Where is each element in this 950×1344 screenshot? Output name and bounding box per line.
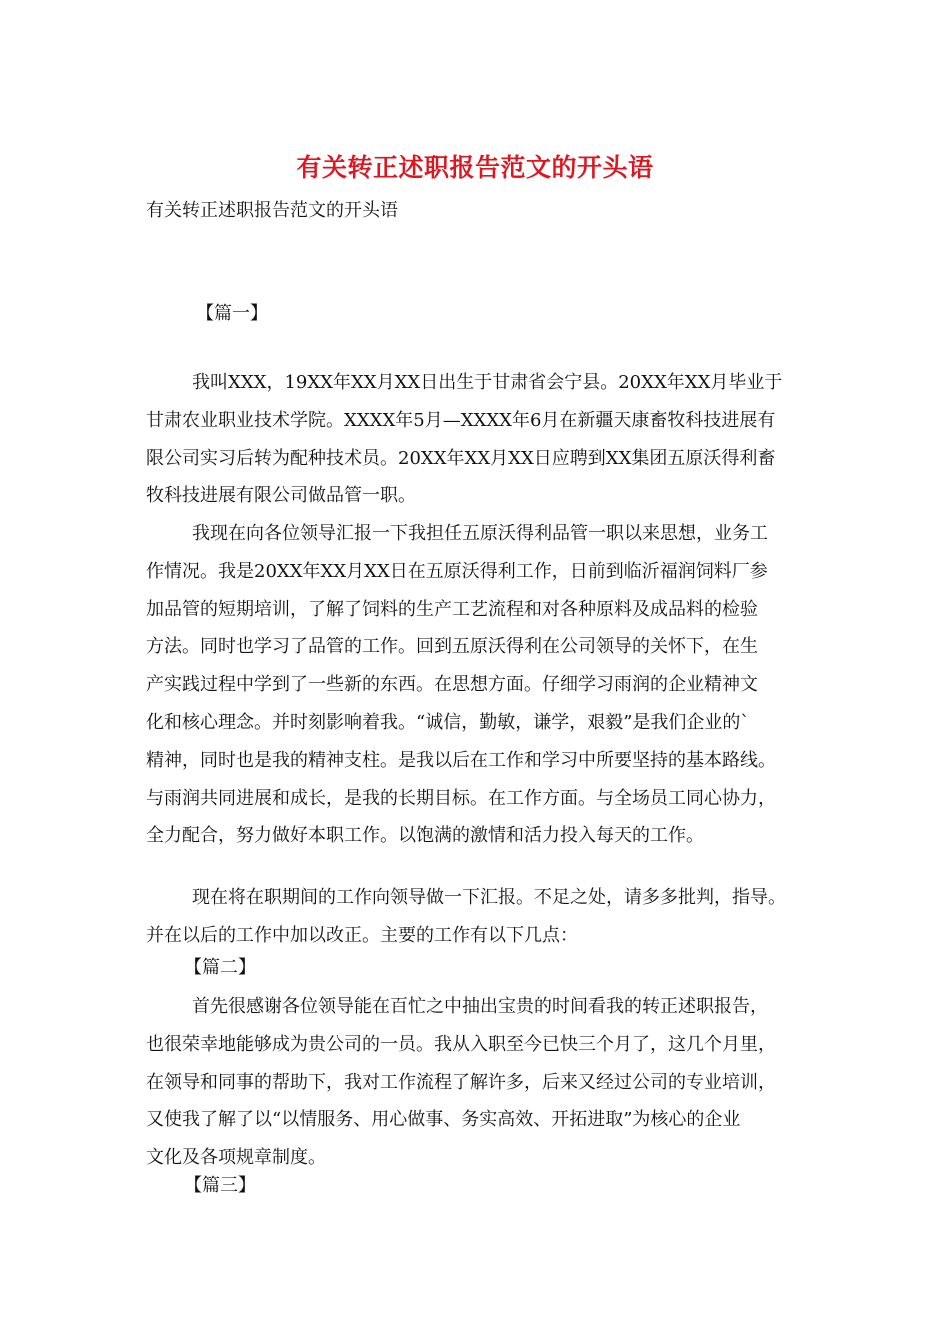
section-1-paragraph-2: [146, 515, 826, 855]
text-line: 文化及各项规章制度。: [146, 1147, 326, 1169]
document-subtitle: 有关转正述职报告范文的开头语: [146, 200, 398, 221]
text-line: 我现在向各位领导汇报一下我担任五原沃得利品管一职以来思想，业务工: [192, 523, 768, 544]
text-line: 方法。同时也学习了品管的工作。回到五原沃得利在公司领导的关怀下，在生: [146, 636, 758, 658]
section-1-paragraph-3: [146, 879, 826, 955]
text-line: 加品管的短期培训，了解了饲料的生产工艺流程和对各种原料及成品料的检验: [146, 598, 758, 620]
text-line: 牧科技进展有限公司做品管一职。: [146, 485, 416, 507]
text-line: 产实践过程中学到了一些新的东西。在思想方面。仔细学习雨润的企业精神文: [146, 674, 758, 696]
text-line: 在领导和同事的帮助下，我对工作流程了解许多，后来又经过公司的专业培训，: [146, 1071, 776, 1093]
text-line: 又使我了解了以“以情服务、用心做事、务实高效、开拓进取”为核心的企业: [146, 1109, 741, 1131]
text-line: 化和核心理念。并时刻影响着我。“诚信，勤敏，谦学，艰毅”是我们企业的`: [146, 711, 750, 733]
section-1-paragraph-1: [146, 364, 826, 515]
section-label-3: 【篇三】: [184, 1175, 256, 1196]
text-line: 限公司实习后转为配种技术员。20XX年XX月XX日应聘到XX集团五原沃得利畜: [146, 447, 776, 469]
text-line: 全力配合，努力做好本职工作。以饱满的激情和活力投入每天的工作。: [146, 825, 704, 847]
text-line: 也很荣幸地能够成为贵公司的一员。我从入职至今已快三个月了，这几个月里，: [146, 1033, 776, 1055]
section-2-paragraph-1: [146, 988, 826, 1177]
text-line: 现在将在职期间的工作向领导做一下汇报。不足之处，请多多批判，指导。: [192, 887, 786, 908]
text-line: 精神，同时也是我的精神支柱。是我以后在工作和学习中所要坚持的基本路线。: [146, 749, 776, 771]
text-line: 作情况。我是20XX年XX月XX日在五原沃得利工作，日前到临沂福润饲料厂参: [146, 560, 768, 582]
text-line: 首先很感谢各位领导能在百忙之中抽出宝贵的时间看我的转正述职报告，: [192, 996, 768, 1017]
text-line: 我叫XXX，19XX年XX月XX日出生于甘肃省会宁县。20XX年XX月毕业于: [192, 372, 783, 393]
document-title: 有关转正述职报告范文的开头语: [296, 153, 654, 182]
text-line: 并在以后的工作中加以改正。主要的工作有以下几点：: [146, 924, 578, 946]
section-label-1: 【篇一】: [196, 303, 268, 324]
text-line: 与雨润共同进展和成长，是我的长期目标。在工作方面。与全场员工同心协力，: [146, 787, 776, 809]
section-label-2: 【篇二】: [184, 957, 256, 978]
text-line: 甘肃农业职业技术学院。XXXX年5月—XXXX年6月在新疆天康畜牧科技进展有: [146, 409, 776, 431]
